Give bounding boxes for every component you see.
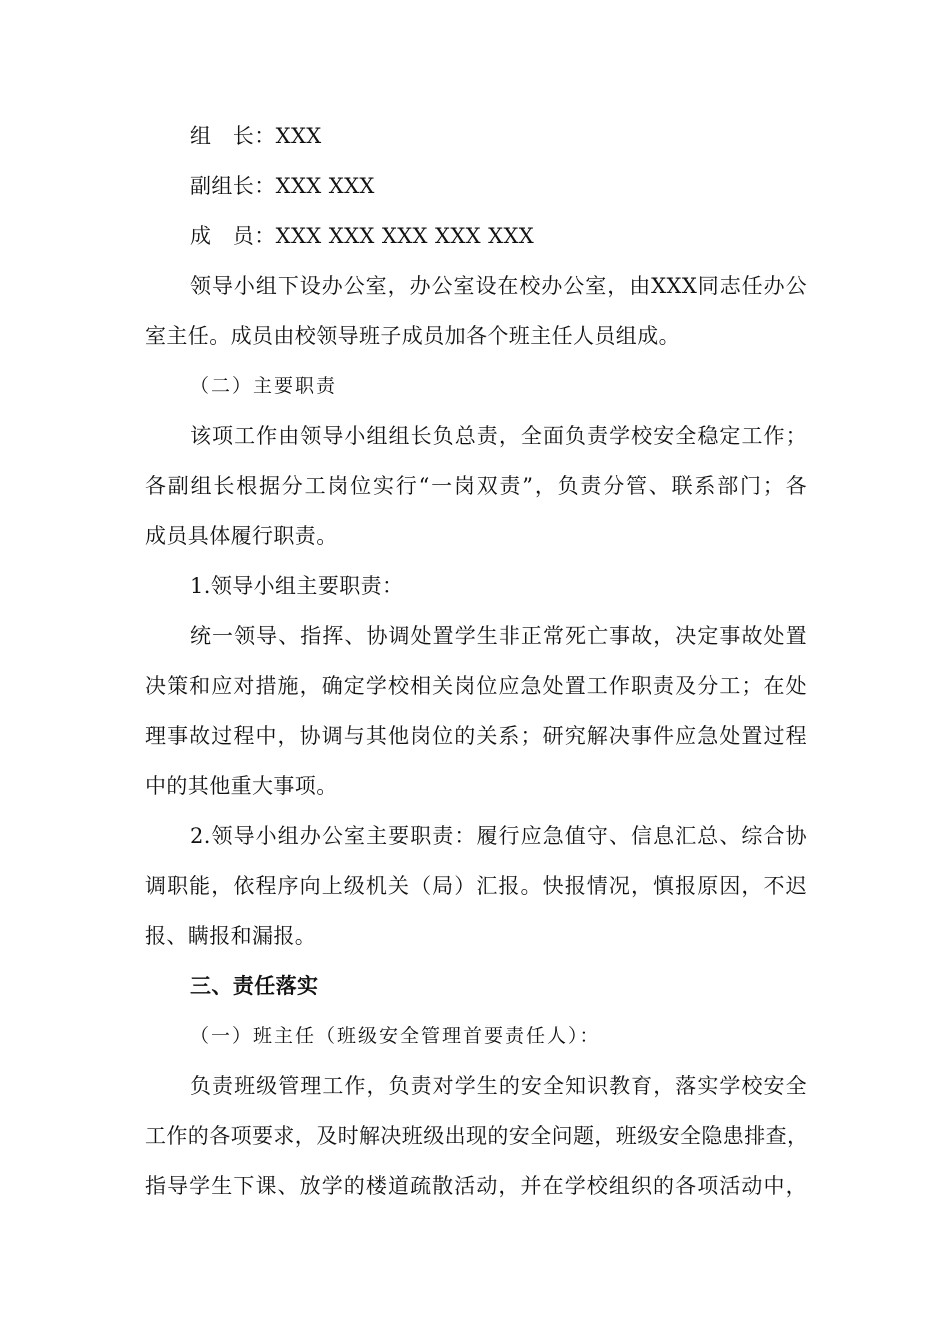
duties-paragraph-line-1: 该项工作由领导小组组长负总责，全面负责学校安全稳定工作； <box>190 424 807 448</box>
office-paragraph-line-1: 领导小组下设办公室，办公室设在校办公室，由XXX同志任办公 <box>190 274 807 298</box>
deputy-leader-line: 副组长：XXX XXX <box>190 174 375 198</box>
office-duties-paragraph-line-1: 2.领导小组办公室主要职责：履行应急值守、信息汇总、综合协 <box>190 824 807 848</box>
class-teacher-paragraph-line-3: 指导学生下课、放学的楼道疏散活动，并在学校组织的各项活动中， <box>145 1174 807 1198</box>
leading-group-paragraph-line-2: 决策和应对措施，确定学校相关岗位应急处置工作职责及分工；在处 <box>145 674 807 698</box>
leading-group-paragraph-line-3: 理事故过程中，协调与其他岗位的关系；研究解决事件应急处置过程 <box>145 724 807 748</box>
office-paragraph-line-2: 室主任。成员由校领导班子成员加各个班主任人员组成。 <box>145 324 680 348</box>
main-duties-heading: （二）主要职责 <box>190 375 338 397</box>
responsibility-section-heading: 三、责任落实 <box>190 973 319 998</box>
office-duties-paragraph-line-3: 报、瞒报和漏报。 <box>145 924 317 948</box>
team-leader-line: 组 长：XXX <box>190 124 322 148</box>
leading-group-paragraph-line-1: 统一领导、指挥、协调处置学生非正常死亡事故，决定事故处置 <box>190 624 807 648</box>
leading-group-paragraph-line-4: 中的其他重大事项。 <box>145 774 338 798</box>
duties-paragraph-line-2: 各副组长根据分工岗位实行“一岗双责”，负责分管、联系部门；各 <box>145 474 807 498</box>
class-teacher-paragraph-line-1: 负责班级管理工作，负责对学生的安全知识教育，落实学校安全 <box>190 1074 807 1098</box>
members-line: 成 员：XXX XXX XXX XXX XXX <box>190 224 535 248</box>
duties-paragraph-line-3: 成员具体履行职责。 <box>145 524 338 548</box>
class-teacher-paragraph-line-2: 工作的各项要求，及时解决班级出现的安全问题，班级安全隐患排查， <box>145 1124 809 1148</box>
class-teacher-heading: （一）班主任（班级安全管理首要责任人）： <box>190 1025 601 1047</box>
leading-group-duties-title: 1.领导小组主要职责： <box>190 574 404 598</box>
office-duties-paragraph-line-2: 调职能，依程序向上级机关（局）汇报。快报情况，慎报原因，不迟 <box>145 874 807 898</box>
